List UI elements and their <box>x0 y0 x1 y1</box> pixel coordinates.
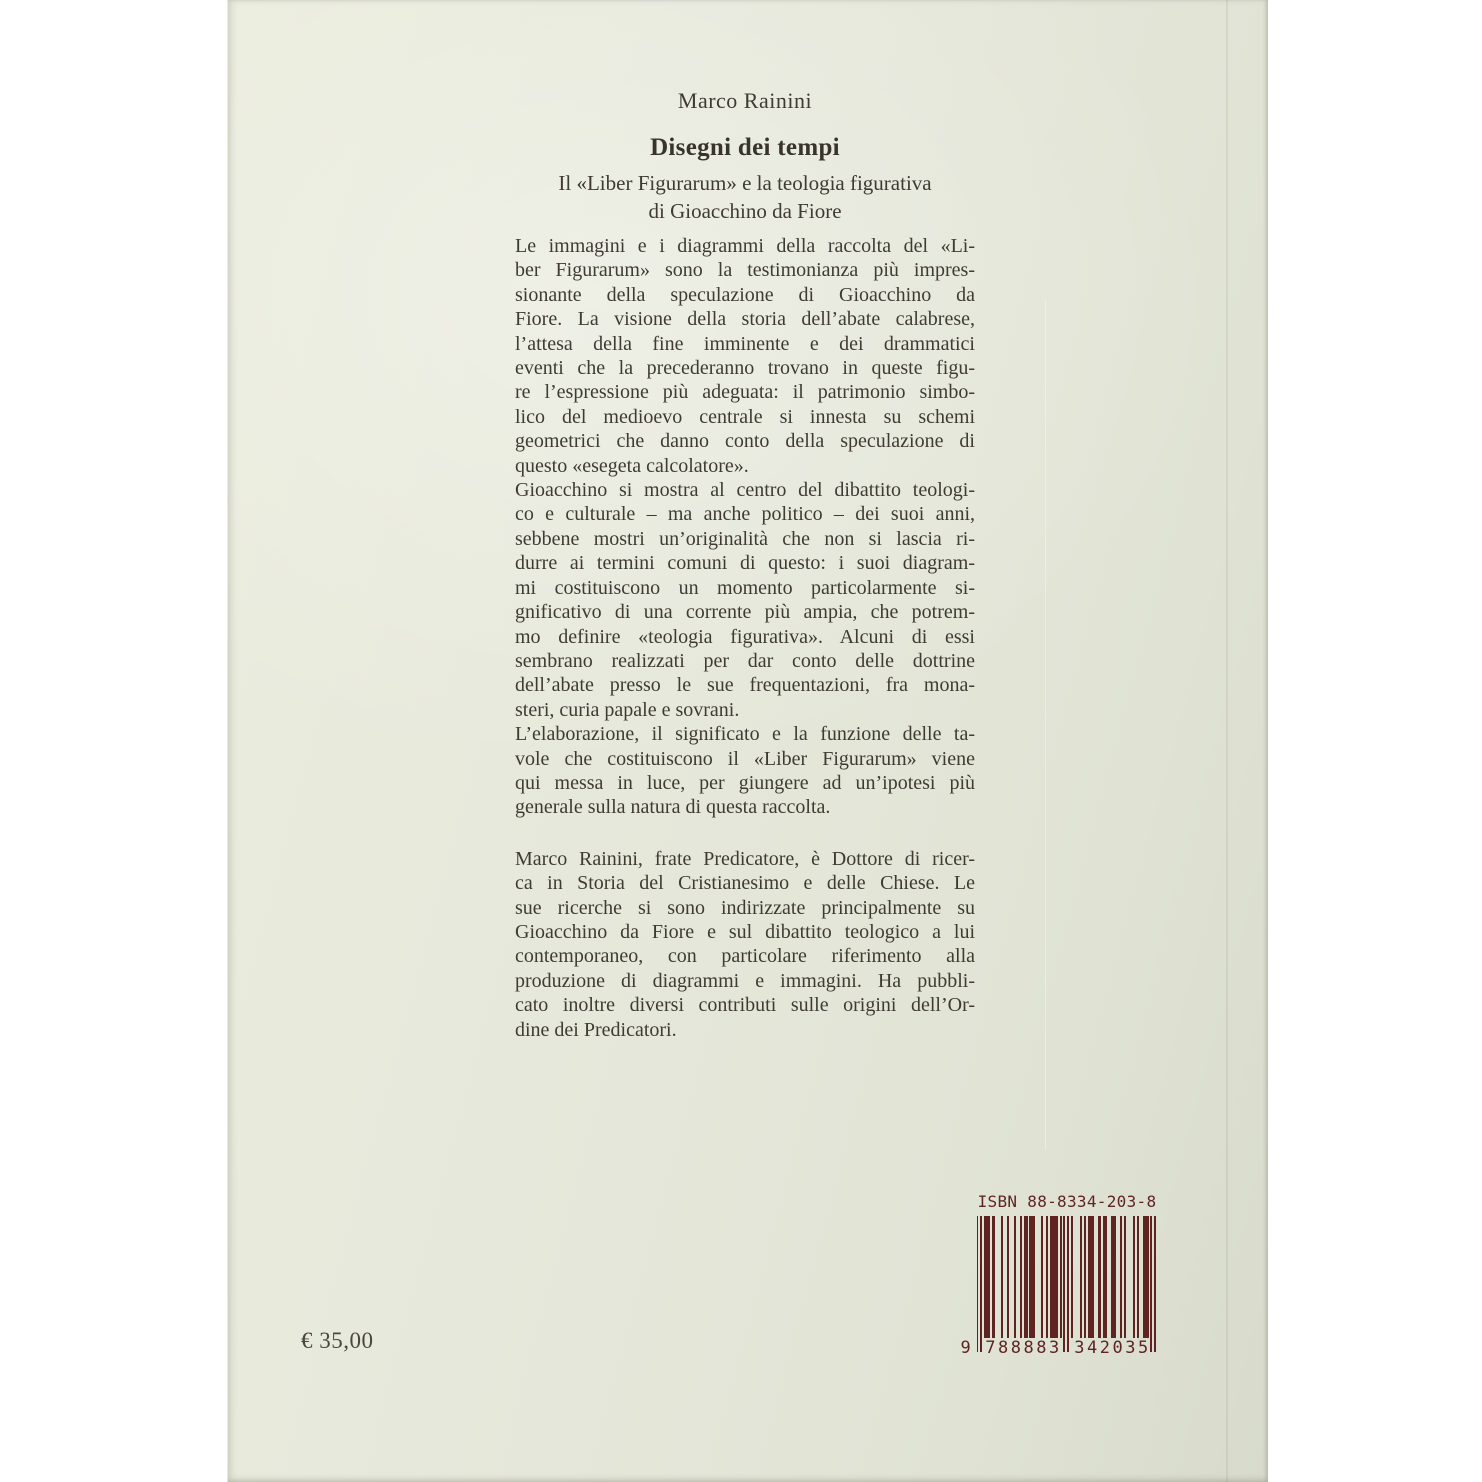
text-line: Le immagini e i diagrammi della raccolta del «Li- <box>515 235 975 257</box>
barcode-digit-group: 342035 <box>1074 1338 1151 1358</box>
book-back-cover <box>227 0 1268 1482</box>
text-line: dell’abate presso le sue frequentazioni, fra mona- <box>515 674 975 697</box>
text-line: generale sulla natura di questa raccolta. <box>515 796 831 819</box>
text-line: Gioacchino da Fiore e sul dibattito teologico a lui <box>515 920 975 943</box>
text-line: re l’espressione più adeguata: il patrimonio simbo- <box>515 381 975 404</box>
text-line: contemporaneo, con particolare riferimento alla <box>515 945 975 968</box>
text-line: qui messa in luce, per giungere ad un’ipotesi più <box>515 771 975 794</box>
text-line: gnificativo di una corrente più ampia, che potrem- <box>515 601 975 624</box>
text-line: questo «esegeta calcolatore». <box>515 454 749 477</box>
text-line: dine dei Predicatori. <box>515 1018 677 1041</box>
text-line: mo definire «teologia figurativa». Alcuni di essi <box>515 625 975 648</box>
price: € 35,00 <box>301 1328 374 1353</box>
text-line: steri, curia papale e sovrani. <box>515 698 740 721</box>
book-subtitle <box>515 169 975 225</box>
text-line: ber Figurarum» sono la testimonianza più impres- <box>515 259 975 282</box>
text-line: sionante della speculazione di Gioacchino da <box>515 283 975 306</box>
text-line: sebbene mostri un’originalità che non si lascia ri- <box>515 527 975 550</box>
author-name: Marco Rainini <box>677 88 813 113</box>
barcode-block <box>960 1192 1167 1358</box>
text-line: vole che costituiscono il «Liber Figurarum» viene <box>515 747 975 770</box>
cover-scratch <box>1045 300 1046 1150</box>
text-line: sembrano realizzati per dar conto delle dottrine <box>515 649 975 672</box>
blurb-paragraph <box>515 478 975 722</box>
text-line: geometrici che danno conto della speculazione di <box>515 430 975 453</box>
text-line: durre ai termini comuni di questo: i suoi diagram- <box>515 552 975 575</box>
text-line: produzione di diagrammi e immagini. Ha pubbli- <box>515 969 975 992</box>
barcode-digit-group: 788883 <box>985 1338 1062 1358</box>
text-line: Fiore. La visione della storia dell’abate calabrese, <box>515 308 975 331</box>
text-line: mi costituiscono un momento particolarmente si- <box>515 576 975 599</box>
text-line: lico del medioevo centrale si innesta su schemi <box>515 405 975 428</box>
title-block <box>515 88 975 225</box>
text-line: sue ricerche si sono indirizzate principalmente su <box>515 896 975 919</box>
text-line: eventi che la precederanno trovano in queste figu- <box>515 357 975 380</box>
barcode-bars <box>960 1216 1158 1358</box>
book-title: Disegni dei tempi <box>650 134 840 161</box>
barcode-digit-group: 9 <box>960 1338 971 1358</box>
cover-crease <box>1226 0 1228 1482</box>
text-line: co e culturale – ma anche politico – dei suoi anni, <box>515 503 975 526</box>
subtitle-line: di Gioacchino da Fiore <box>648 199 842 223</box>
blurb-paragraph <box>515 722 975 820</box>
text-line: l’attesa della fine imminente e dei drammatici <box>515 332 975 355</box>
barcode-bar <box>1154 1216 1156 1352</box>
text-line: cato inoltre diversi contributi sulle origini dell’Or- <box>515 994 975 1017</box>
isbn-label: ISBN 88-8334-203-8 <box>977 1192 1157 1211</box>
back-cover-text <box>515 234 975 1042</box>
blurb <box>515 234 975 820</box>
text-line: L’elaborazione, il significato e la funzione delle ta- <box>515 723 975 746</box>
text-line: Marco Rainini, frate Predicatore, è Dottore di ricer- <box>515 847 975 870</box>
subtitle-line: Il «Liber Figurarum» e la teologia figurativa <box>558 171 932 195</box>
text-line: Gioacchino si mostra al centro del dibattito teologi- <box>515 479 975 502</box>
blurb-paragraph <box>515 234 975 478</box>
author-bio <box>515 847 975 1042</box>
text-line: ca in Storia del Cristianesimo e delle Chiese. Le <box>515 872 975 895</box>
